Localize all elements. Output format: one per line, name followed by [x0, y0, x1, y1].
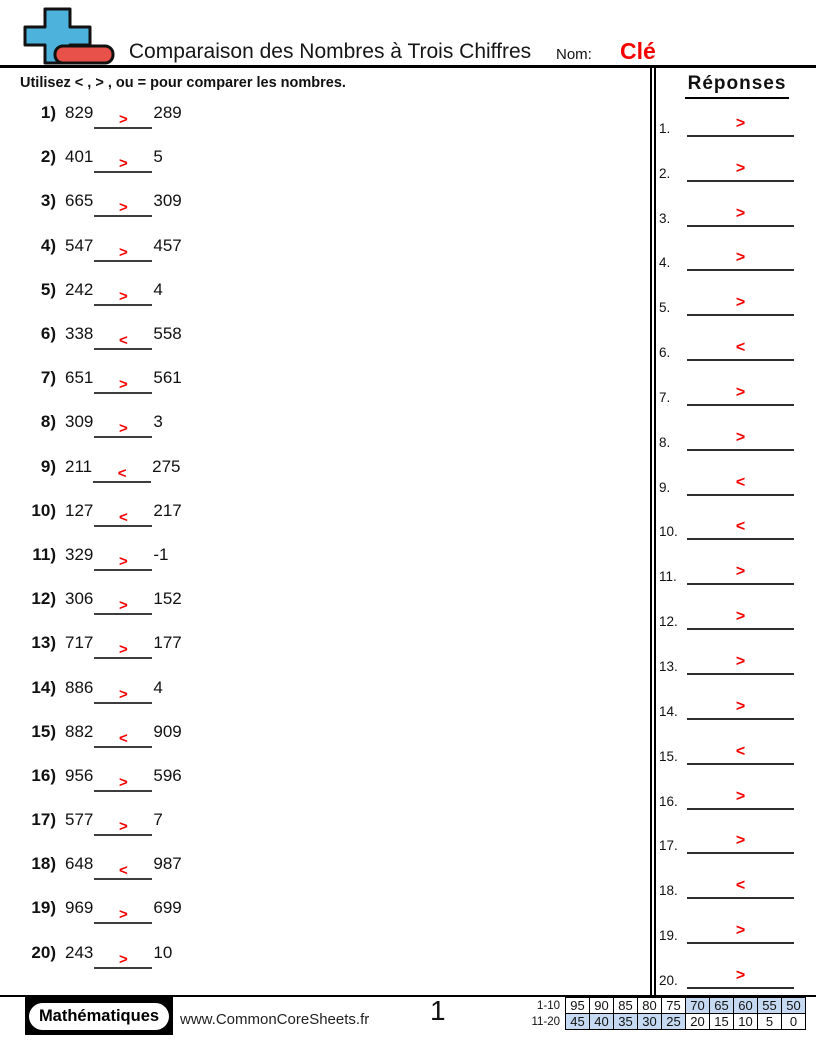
comparison-symbol: > — [118, 420, 128, 438]
problem-right-value: 10 — [153, 942, 173, 962]
score-cell: 65 — [710, 998, 734, 1014]
answer-number: 8. — [659, 434, 671, 450]
answer-item — [659, 182, 794, 227]
score-cell: 10 — [734, 1014, 758, 1030]
answer-blank — [94, 111, 152, 129]
answer-symbol: > — [735, 966, 746, 984]
score-cell: 30 — [638, 1014, 662, 1030]
name-label: Nom: — [556, 46, 592, 63]
problem-right-value: 699 — [153, 898, 182, 918]
answer-symbol: > — [735, 383, 746, 401]
score-cell: 55 — [758, 998, 782, 1014]
problem-text — [20, 457, 180, 483]
answer-symbol: > — [735, 832, 746, 850]
score-cell: 80 — [638, 998, 662, 1014]
answer-number: 6. — [659, 345, 671, 361]
brand-badge — [25, 997, 173, 1035]
problem-left-value: 882 — [65, 721, 94, 741]
problem-number: 5) — [40, 279, 56, 299]
answer-symbol: > — [735, 428, 746, 446]
answer-number: 14. — [659, 703, 678, 719]
problem-right-value: 596 — [153, 765, 182, 785]
answer-blank — [94, 376, 152, 394]
answer-symbol: > — [735, 608, 746, 626]
problem-number: 8) — [40, 412, 56, 432]
answer-symbol: > — [735, 204, 746, 222]
brand-badge-label: Mathématiques — [29, 1003, 169, 1030]
problem-right-value: 558 — [153, 324, 182, 344]
answer-line — [687, 788, 794, 810]
answer-blank — [94, 906, 152, 924]
problem-text — [20, 589, 182, 615]
problem-number: 1) — [40, 103, 56, 123]
answer-blank — [94, 862, 152, 880]
score-cell: 75 — [662, 998, 686, 1014]
answer-blank — [94, 155, 152, 173]
problem-right-value: 152 — [153, 589, 182, 609]
score-cell: 95 — [566, 998, 590, 1014]
problem-row — [20, 227, 320, 271]
problem-left-value: 242 — [65, 279, 94, 299]
score-cell: 40 — [590, 1014, 614, 1030]
comparison-symbol: > — [118, 950, 128, 968]
answer-item — [659, 854, 794, 899]
problem-text — [20, 545, 169, 571]
problem-right-value: 561 — [153, 368, 182, 388]
problem-row — [20, 668, 320, 712]
answer-blank — [94, 420, 152, 438]
plus-sign-logo-icon — [22, 5, 118, 70]
answer-number: 3. — [659, 210, 671, 226]
problem-row — [20, 492, 320, 536]
comparison-symbol: > — [118, 597, 128, 615]
problem-right-value: 987 — [153, 854, 182, 874]
answer-number: 12. — [659, 614, 678, 630]
score-cell: 85 — [614, 998, 638, 1014]
answer-symbol: > — [735, 787, 746, 805]
problem-text — [20, 191, 182, 217]
answer-number: 11. — [659, 569, 677, 585]
score-cell: 20 — [686, 1014, 710, 1030]
answer-line — [687, 384, 794, 406]
answer-symbol: > — [735, 697, 746, 715]
comparison-symbol: > — [118, 773, 128, 791]
answer-number: 20. — [659, 972, 678, 988]
problem-right-value: 5 — [153, 147, 163, 167]
answer-blank — [94, 509, 152, 527]
answer-symbol: > — [735, 652, 746, 670]
answer-line — [687, 967, 794, 989]
problem-row — [20, 182, 320, 226]
answer-line — [687, 608, 794, 630]
answer-item — [659, 540, 794, 585]
problem-left-value: 969 — [65, 898, 94, 918]
answer-item — [659, 810, 794, 855]
problem-left-value: 886 — [65, 677, 94, 697]
answer-symbol: > — [735, 114, 746, 132]
problem-left-value: 651 — [65, 368, 94, 388]
answer-line — [687, 294, 794, 316]
comparison-symbol: > — [118, 641, 128, 659]
answer-number: 5. — [659, 300, 671, 316]
comparison-symbol: > — [118, 155, 128, 173]
problem-left-value: 338 — [65, 324, 94, 344]
problem-text — [20, 324, 182, 350]
answer-item — [659, 585, 794, 630]
problem-row — [20, 713, 320, 757]
comparison-symbol: > — [118, 376, 128, 394]
answer-symbol: < — [735, 742, 746, 760]
comparison-symbol: < — [118, 508, 128, 526]
answer-item — [659, 406, 794, 451]
answer-blank — [93, 465, 151, 483]
comparison-symbol: > — [118, 111, 128, 129]
answer-symbol: < — [735, 518, 746, 536]
problem-row — [20, 757, 320, 801]
answer-item — [659, 630, 794, 675]
answer-line — [687, 653, 794, 675]
answer-item — [659, 944, 794, 989]
answer-number: 9. — [659, 479, 671, 495]
score-row — [524, 1014, 806, 1030]
problem-row — [20, 934, 320, 978]
problem-number: 9) — [40, 456, 56, 476]
problem-right-value: 457 — [153, 235, 182, 255]
answer-blank — [94, 818, 152, 836]
problem-text — [20, 854, 182, 880]
problem-row — [20, 359, 320, 403]
problem-right-value: 7 — [153, 810, 163, 830]
problem-number: 19) — [31, 898, 56, 918]
answer-blank — [94, 244, 152, 262]
answer-item — [659, 361, 794, 406]
problem-number: 10) — [31, 500, 56, 520]
problem-number: 14) — [31, 677, 56, 697]
problem-text — [20, 722, 182, 748]
problem-left-value: 309 — [65, 412, 94, 432]
problem-right-value: 909 — [153, 721, 182, 741]
score-cell: 50 — [782, 998, 806, 1014]
problem-row — [20, 138, 320, 182]
problem-text — [20, 236, 182, 262]
answer-item — [659, 451, 794, 496]
answer-item — [659, 899, 794, 944]
answer-symbol: > — [735, 563, 746, 581]
score-table — [524, 997, 807, 1030]
problem-right-value: 309 — [153, 191, 182, 211]
problem-right-value: 275 — [152, 456, 181, 476]
comparison-symbol: > — [118, 287, 128, 305]
problem-row — [20, 448, 320, 492]
answer-item — [659, 137, 794, 182]
answer-item — [659, 92, 794, 137]
answer-number: 15. — [659, 748, 678, 764]
problem-text — [20, 103, 182, 129]
problem-row — [20, 801, 320, 845]
problem-left-value: 401 — [65, 147, 94, 167]
comparison-symbol: > — [118, 243, 128, 261]
problem-text — [20, 147, 163, 173]
answer-line — [687, 563, 794, 585]
problem-text — [20, 810, 163, 836]
problem-text — [20, 633, 182, 659]
problem-number: 16) — [31, 765, 56, 785]
score-cell: 15 — [710, 1014, 734, 1030]
answer-symbol: > — [735, 922, 746, 940]
comparison-symbol: < — [118, 862, 128, 880]
problem-number: 17) — [31, 810, 56, 830]
answer-number: 17. — [659, 838, 678, 854]
answer-blank — [94, 641, 152, 659]
problem-row — [20, 624, 320, 668]
answer-blank — [94, 951, 152, 969]
problem-text — [20, 501, 182, 527]
score-row — [524, 998, 806, 1014]
answer-blank — [94, 288, 152, 306]
score-row-label: 11-20 — [531, 1015, 560, 1028]
problem-left-value: 243 — [65, 942, 94, 962]
problem-right-value: 3 — [153, 412, 163, 432]
problem-row — [20, 845, 320, 889]
problem-number: 12) — [31, 589, 56, 609]
problem-number: 15) — [31, 721, 56, 741]
comparison-symbol: > — [118, 906, 128, 924]
answers-divider — [650, 68, 656, 995]
name-value-answer-key: Clé — [620, 38, 656, 64]
answer-blank — [94, 332, 152, 350]
answer-blank — [94, 686, 152, 704]
answer-symbol: > — [735, 159, 746, 177]
comparison-symbol: > — [118, 552, 128, 570]
problem-left-value: 717 — [65, 633, 94, 653]
answer-line — [687, 339, 794, 361]
answer-item — [659, 227, 794, 272]
answer-number: 16. — [659, 793, 678, 809]
page-number: 1 — [430, 995, 446, 1026]
problem-left-value: 329 — [65, 544, 94, 564]
problem-row — [20, 580, 320, 624]
comparison-symbol: > — [118, 685, 128, 703]
problem-row — [20, 889, 320, 933]
problem-number: 7) — [40, 368, 56, 388]
problem-text — [20, 678, 163, 704]
score-cell: 25 — [662, 1014, 686, 1030]
comparison-symbol: < — [117, 464, 127, 482]
answer-line — [687, 429, 794, 451]
answer-blank — [94, 553, 152, 571]
problem-number: 11) — [32, 544, 56, 564]
problem-row — [20, 271, 320, 315]
answer-number: 2. — [659, 165, 671, 181]
problem-right-value: 177 — [153, 633, 182, 653]
comparison-symbol: > — [118, 199, 128, 217]
answer-item — [659, 316, 794, 361]
problem-number: 4) — [40, 235, 56, 255]
problem-text — [20, 766, 182, 792]
answers-list — [659, 92, 794, 989]
answer-item — [659, 675, 794, 720]
problem-right-value: 289 — [153, 103, 182, 123]
header-rule — [0, 65, 816, 68]
score-cell: 35 — [614, 1014, 638, 1030]
answer-symbol: < — [735, 473, 746, 491]
answer-item — [659, 271, 794, 316]
answer-line — [687, 698, 794, 720]
problems-list — [20, 94, 320, 978]
score-cell: 70 — [686, 998, 710, 1014]
plus-sign-logo-svg — [22, 5, 118, 65]
comparison-symbol: < — [118, 332, 128, 350]
problem-left-value: 211 — [65, 456, 93, 476]
answer-symbol: < — [735, 339, 746, 357]
answer-line — [687, 249, 794, 271]
problem-left-value: 306 — [65, 589, 94, 609]
answer-number: 10. — [659, 524, 678, 540]
score-cell: 90 — [590, 998, 614, 1014]
problem-row — [20, 536, 320, 580]
problem-text — [20, 280, 163, 306]
problem-row — [20, 315, 320, 359]
instruction-text: Utilisez < , > , ou = pour comparer les nombres. — [20, 75, 346, 91]
answer-number: 4. — [659, 255, 671, 271]
answer-line — [687, 474, 794, 496]
page-title: Comparaison des Nombres à Trois Chiffres — [128, 40, 532, 63]
problem-number: 6) — [40, 324, 56, 344]
answer-number: 19. — [659, 928, 678, 944]
problem-text — [20, 898, 182, 924]
problem-left-value: 829 — [65, 103, 94, 123]
score-cell: 5 — [758, 1014, 782, 1030]
problem-left-value: 577 — [65, 810, 94, 830]
answer-symbol: > — [735, 249, 746, 267]
comparison-symbol: > — [118, 818, 128, 836]
problem-right-value: 4 — [153, 677, 163, 697]
problem-left-value: 956 — [65, 765, 94, 785]
answer-blank — [94, 199, 152, 217]
problem-left-value: 648 — [65, 854, 94, 874]
problem-text — [20, 943, 172, 969]
problem-number: 18) — [31, 854, 56, 874]
score-cell: 0 — [782, 1014, 806, 1030]
problem-number: 2) — [40, 147, 56, 167]
answer-line — [687, 115, 794, 137]
score-table-body — [524, 998, 806, 1030]
problem-left-value: 127 — [65, 500, 94, 520]
answer-line — [687, 205, 794, 227]
answer-item — [659, 765, 794, 810]
problem-text — [20, 412, 163, 438]
answer-item — [659, 720, 794, 765]
answer-line — [687, 922, 794, 944]
answer-line — [687, 743, 794, 765]
answer-line — [687, 877, 794, 899]
answer-item — [659, 496, 794, 541]
answer-symbol: < — [735, 877, 746, 895]
score-cell: 45 — [566, 1014, 590, 1030]
problem-right-value: 217 — [153, 500, 182, 520]
score-row-label: 1-10 — [536, 999, 560, 1012]
answer-blank — [94, 774, 152, 792]
answer-symbol: > — [735, 294, 746, 312]
answer-line — [687, 160, 794, 182]
answer-blank — [94, 730, 152, 748]
comparison-symbol: < — [118, 729, 128, 747]
problem-row — [20, 403, 320, 447]
answer-blank — [94, 597, 152, 615]
problem-number: 3) — [40, 191, 56, 211]
answer-number: 18. — [659, 883, 678, 899]
answer-line — [687, 832, 794, 854]
answer-number: 1. — [659, 120, 671, 136]
answer-line — [687, 518, 794, 540]
problem-number: 20) — [31, 942, 56, 962]
answer-number: 13. — [659, 658, 678, 674]
score-cell: 60 — [734, 998, 758, 1014]
problem-left-value: 665 — [65, 191, 94, 211]
problem-left-value: 547 — [65, 235, 94, 255]
problem-row — [20, 94, 320, 138]
problem-right-value: -1 — [153, 544, 169, 564]
answer-number: 7. — [659, 389, 671, 405]
problem-text — [20, 368, 182, 394]
answers-header-label: Réponses — [685, 73, 790, 99]
problem-number: 13) — [31, 633, 56, 653]
site-url: www.CommonCoreSheets.fr — [180, 1011, 370, 1028]
problem-right-value: 4 — [153, 279, 163, 299]
